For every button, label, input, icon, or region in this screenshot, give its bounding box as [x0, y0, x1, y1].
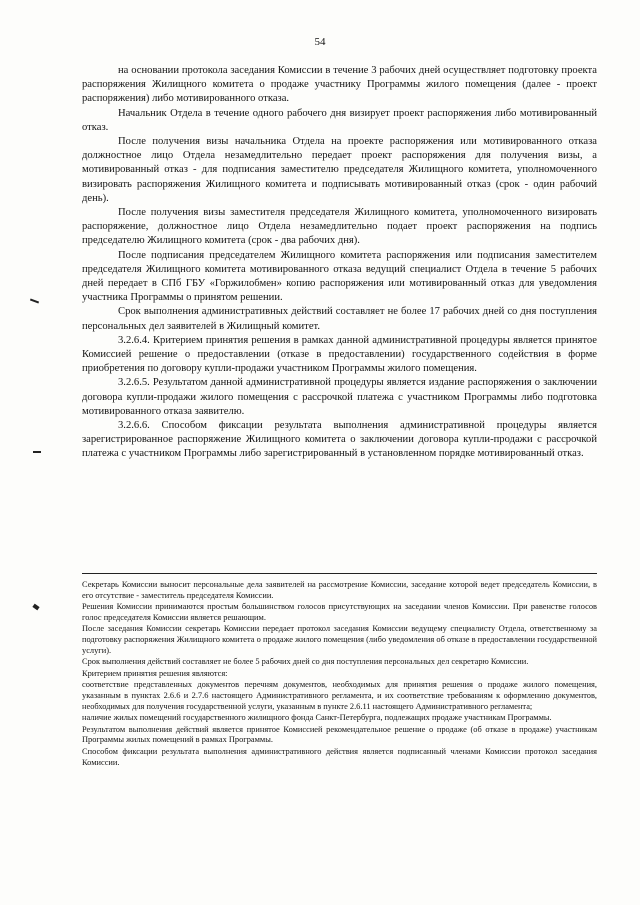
- footnote-divider: [82, 573, 597, 574]
- footnotes: [82, 580, 597, 769]
- footnote-item: Способом фиксации результата выполнения административного действия является подписанный членами Комиссии протокол заседания Комиссии.: [82, 746, 597, 767]
- paragraph: 3.2.6.4. Критерием принятия решения в рамках данной административной процедуры является принятое Комиссией решение о предоставлении (отказе в предоставлении) государственного содействия в форме приобретения по договору купли-продажи участником Программы жилого помещения.: [82, 334, 597, 375]
- paragraph: 3.2.6.6. Способом фиксации результата выполнения административной процедуры является зарегистрированное распоряжение Жилищного комитета о заключении договора купли-продажи с рассрочкой платежа с участником Программы либо зарегистрированный в установленном порядке мотивированный отказ.: [82, 420, 597, 460]
- page-number: 54: [314, 36, 326, 48]
- footnote-item: Решения Комиссии принимаются простым большинством голосов присутствующих на заседании членов Комиссии. При равенстве голосов голос председателя Комиссии является решающим.: [82, 602, 597, 622]
- paragraph: После получения визы заместителя председателя Жилищного комитета, уполномоченного визировать распоряжение, должностное лицо Отдела незамедлительно подает проект распоряжения на подпись председателю Жилищного комитета (срок - два рабочих дня).: [82, 207, 597, 247]
- paragraph: 3.2.6.5. Результатом данной административной процедуры является издание распоряжения о заключении договора купли-продажи жилого помещения с рассрочкой платежа с участником Программы либо подготовка мотивированного отказа заявителю.: [82, 377, 597, 417]
- footnote-item: Секретарь Комиссии выносит персональные дела заявителей на рассмотрение Комиссии, заседание которой ведет председатель Комиссии, в его отсутствие - заместитель председателя Комиссии.: [82, 580, 597, 600]
- scan-mark: [32, 604, 39, 611]
- paragraph: Срок выполнения административных действий составляет не более 17 рабочих дней со дня поступления персональных дел заявителей в Жилищный комитет.: [82, 306, 597, 332]
- footnote-item: Критерием принятия решения являются:: [82, 668, 228, 678]
- footnote-item: Срок выполнения действий составляет не более 5 рабочих дней со дня поступления персональных дел секретарю Комиссии.: [82, 657, 529, 667]
- footnote-item: наличие жилых помещений государственного жилищного фонда Санкт-Петербурга, подлежащих продаже участникам Программы.: [82, 713, 552, 723]
- paragraph: Начальник Отдела в течение одного рабочего дня визирует проект распоряжения либо мотивированный отказ.: [82, 107, 597, 133]
- main-text: [82, 64, 597, 462]
- scan-mark: [30, 299, 39, 304]
- paragraph: После получения визы начальника Отдела на проекте распоряжения или мотивированного отказа должностное лицо Отдела незамедлительно передает проект распоряжения для получения визы, а мотивированный отказ - для подписания заместителю председателя Жилищного комитета, уполномоченного визировать распоряжения Жилищного комитета и подписывать мотивированный отказ (срок - один рабочий день).: [82, 136, 597, 204]
- footnote-item: После заседания Комиссии секретарь Комиссии передает протокол заседания Комиссии ведущему специалисту Отдела, ответственному за подготовку распоряжения Жилищного комитета о продаже жилого помещения (либо уведомления об отказе в предоставлении государственной услуги).: [82, 624, 597, 655]
- footnote-item: соответствие представленных документов перечням документов, необходимых для принятия решения о продаже жилого помещения, указанным в пунктах 2.6.6 и 2.7.6 настоящего Административного регламента, и их соответствие требованиям к оформлению документов, необходимых для получения государственной услуги, указанным в пункте 2.6.11 настоящего Административного регламента;: [82, 680, 597, 711]
- paragraph: После подписания председателем Жилищного комитета распоряжения или подписания заместителем председателя Жилищного комитета мотивированного отказа ведущий специалист Отдела в течение 5 рабочих дней передает в СПб ГБУ «Горжилобмен» копию распоряжения или мотивированный отказ для уведомления участника Программы о принятом решении.: [82, 249, 597, 304]
- footnote-item: Результатом выполнения действий является принятое Комиссией рекомендательное решение о продаже (об отказе в продаже) участникам Программы жилых помещений в рамках Программы.: [82, 724, 597, 745]
- scan-mark: [33, 451, 41, 453]
- paragraph: на основании протокола заседания Комиссии в течение 3 рабочих дней осуществляет подготовку проекта распоряжения Жилищного комитета о продаже участнику Программы жилого помещения (далее - проект распоряжения) либо мотивированного отказа.: [82, 65, 597, 105]
